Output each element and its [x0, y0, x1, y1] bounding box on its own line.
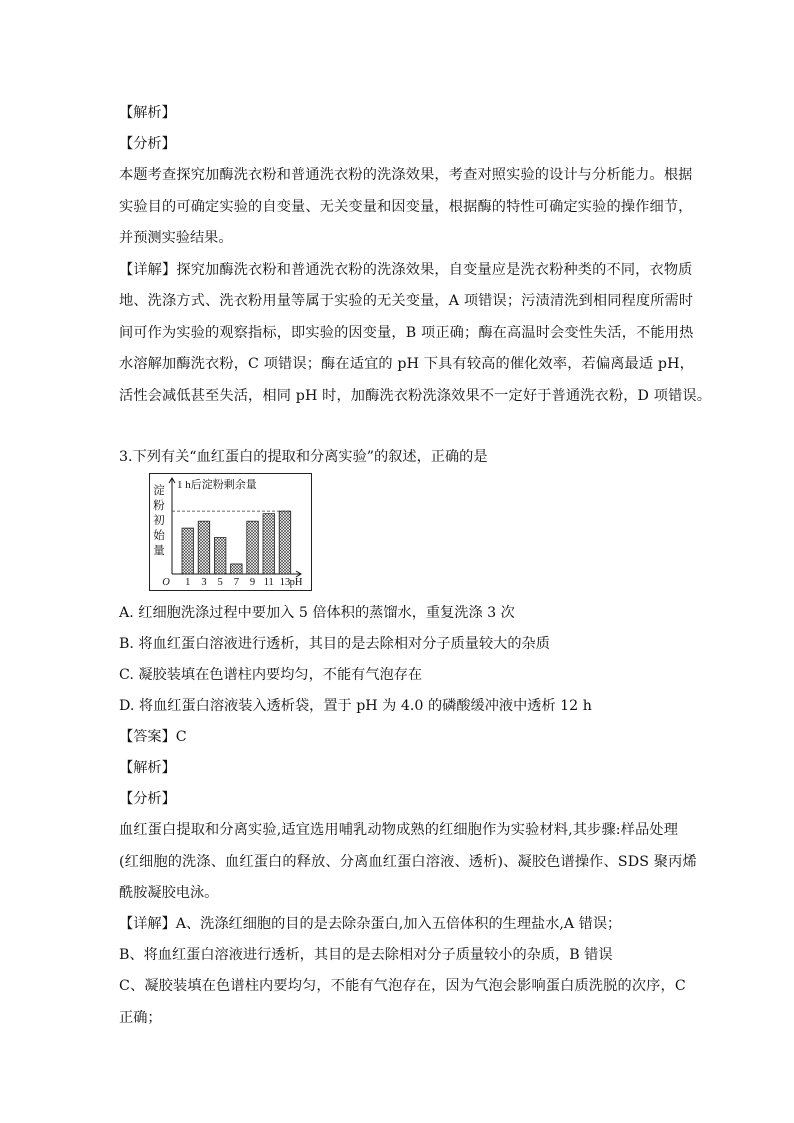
paragraph-line: (红细胞的洗涤、血红蛋白的释放、分离血红蛋白溶液、透析)、凝胶色谱操作、SDS 聚丙烯 [119, 854, 697, 870]
bar [231, 564, 243, 574]
x-tick-label: 7 [233, 577, 239, 588]
origin-label: O [162, 577, 170, 588]
starch-bar-chart [149, 473, 312, 591]
paragraph-line: 正确； [119, 1010, 162, 1026]
x-tick-label: 9 [249, 577, 256, 588]
question-stem: 3.下列有关“血红蛋白的提取和分离实验”的叙述，正确的是 [119, 449, 488, 465]
section-heading-analysis: 【解析】 [119, 760, 176, 776]
chart-title: 1 h后淀粉剩余量 [177, 479, 257, 491]
x-tick-label: 11 [263, 577, 274, 588]
chart-svg [150, 474, 311, 590]
bar [214, 538, 226, 574]
paragraph-line: B、将血红蛋白溶液进行透析，其目的是去除相对分子质量较小的杂质，B 错误 [119, 947, 613, 963]
option-c: C. 凝胶装填在色谱柱内要均匀，不能有气泡存在 [119, 667, 423, 683]
x-tick-label: 3 [201, 577, 207, 588]
x-tick-label: 13 [279, 577, 291, 588]
y-axis-label-char: 淀 [153, 485, 165, 497]
option-a: A. 红细胞洗涤过程中要加入 5 倍体积的蒸馏水，重复洗涤 3 次 [119, 605, 515, 621]
option-d: D. 将血红蛋白溶液装入透析袋，置于 pH 为 4.0 的磷酸缓冲液中透析 12 h [119, 698, 592, 714]
paragraph-line: C、凝胶装填在色谱柱内要均匀，不能有气泡存在，因为气泡会影响蛋白质洗脱的次序，C [119, 978, 686, 994]
y-axis-label-char: 量 [153, 545, 165, 557]
option-b: B. 将血红蛋白溶液进行透析，其目的是去除相对分子质量较大的杂质 [119, 636, 550, 652]
section-heading-fenxi: 【分析】 [119, 791, 176, 807]
bar [263, 514, 275, 574]
paragraph-line: 水溶解加酶洗衣粉，C 项错误；酶在适宜的 pH 下具有较高的催化效率，若偏离最适 pH， [119, 356, 694, 372]
bar [198, 521, 210, 574]
paragraph-line: 间可作为实验的观察指标，即实验的因变量，B 项正确；酶在高温时会变性失活，不能用热 [119, 325, 694, 341]
section-heading-fenxi: 【分析】 [119, 136, 176, 152]
paragraph-line: 血红蛋白提取和分离实验,适宜选用哺乳动物成熟的红细胞作为实验材料,其步骤:样品处理 [119, 822, 679, 838]
section-heading-analysis: 【解析】 [119, 105, 176, 121]
paragraph-line: 【详解】探究加酶洗衣粉和普通洗衣粉的洗涤效果，自变量应是洗衣粉种类的不同，衣物质 [119, 262, 693, 278]
x-tick-label: 5 [217, 577, 223, 588]
y-axis-label-char: 始 [153, 530, 165, 542]
bar [182, 528, 194, 574]
paragraph-line: 【详解】A、洗涤红细胞的目的是去除杂蛋白,加入五倍体积的生理盐水,A 错误； [119, 916, 622, 932]
y-axis-label-char: 粉 [153, 500, 165, 512]
paragraph-line: 地、洗涤方式、洗衣粉用量等属于实验的无关变量，A 项错误；污渍清洗到相同程度所需时 [119, 293, 694, 309]
paragraph-line: 活性会减低甚至失活，相同 pH 时，加酶洗衣粉洗涤效果不一定好于普通洗衣粉，D 项错误。 [119, 388, 712, 404]
bar [279, 511, 291, 574]
bar [247, 521, 258, 574]
x-axis-label: pH [289, 577, 303, 588]
answer-label: 【答案】C [119, 729, 187, 745]
paragraph-line: 本题考查探究加酶洗衣粉和普通洗衣粉的洗涤效果，考查对照实验的设计与分析能力。根据 [119, 167, 693, 183]
paragraph-line: 并预测实验结果。 [119, 230, 233, 246]
x-tick-label: 1 [185, 577, 191, 588]
paragraph-line: 实验目的可确定实验的自变量、无关变量和因变量，根据酶的特性可确定实验的操作细节， [119, 199, 693, 215]
y-axis-label-char: 初 [153, 515, 165, 527]
paragraph-line: 酰胺凝胶电泳。 [119, 885, 219, 901]
